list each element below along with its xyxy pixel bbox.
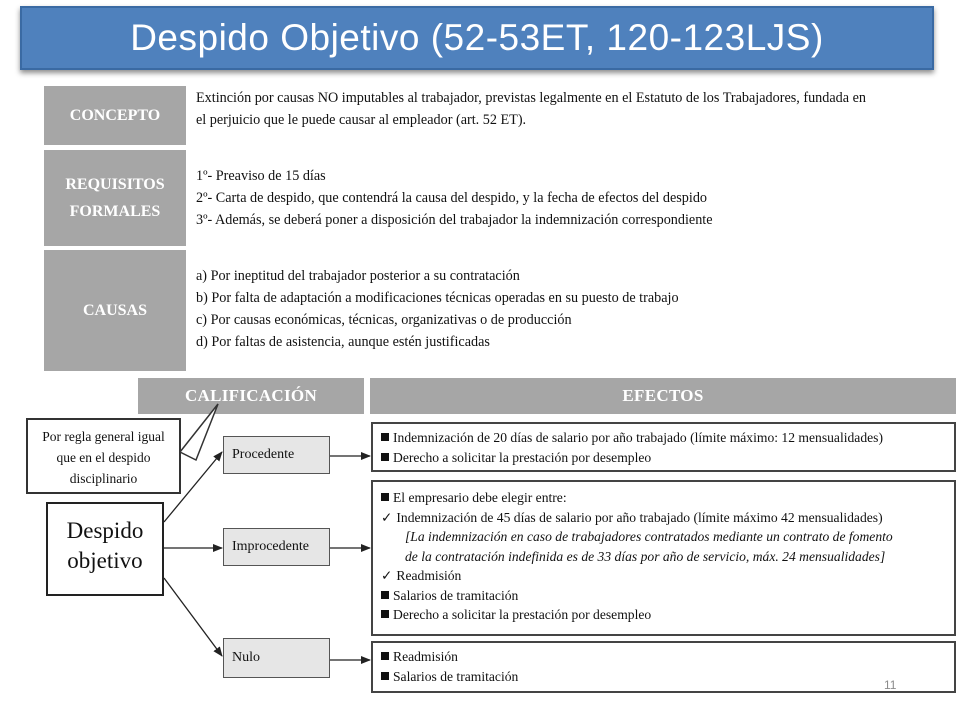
requisitos-line: 2º- Carta de despido, que contendrá la causa del despido, y la fecha de efectos del despido [196, 190, 708, 206]
requisitos-label-line: REQUISITOS [65, 176, 165, 193]
callout-pointer [180, 404, 218, 460]
effect-note: [La indemnización en caso de trabajadores contratados mediante un contrato de fomento [405, 529, 893, 544]
causas-line: a) Por ineptitud del trabajador posterior a su contratación [196, 268, 520, 284]
page-title: Despido Objetivo (52-53ET, 120-123LJS) [130, 17, 824, 58]
causas-line: b) Por falta de adaptación a modificaciones técnicas operadas en su puesto de trabajo [196, 290, 679, 306]
nulo-box [223, 638, 330, 678]
callout-line: disciplinario [69, 471, 138, 486]
concepto-line: el perjuicio que le puede causar al empleador (art. 52 ET). [196, 112, 527, 128]
procedente-effects-box [371, 422, 956, 472]
causas-line: d) Por faltas de asistencia, aunque estén justificadas [196, 334, 490, 350]
bullet-square-icon [381, 610, 389, 618]
effect-option: ✓ Readmisión [381, 566, 946, 586]
concepto-label: CONCEPTO [69, 107, 161, 124]
effect-item: Salarios de tramitación [381, 586, 946, 606]
causas-line: c) Por causas económicas, técnicas, organizativas o de producción [196, 312, 572, 328]
requisitos-line: 1º- Preaviso de 15 días [196, 168, 326, 184]
checkmark-icon: ✓ [381, 509, 393, 525]
bullet-square-icon [381, 433, 389, 441]
main-box-line: Despido [66, 518, 144, 543]
effect-item: Derecho a solicitar la prestación por desempleo [381, 605, 946, 625]
despido-objetivo-box [46, 502, 164, 596]
nulo-label: Nulo [232, 650, 260, 665]
requisitos-label-line: FORMALES [69, 203, 161, 220]
arrow-to-nulo [164, 578, 222, 656]
effect-item: Derecho a solicitar la prestación por desempleo [381, 448, 946, 468]
causas-label: CAUSAS [82, 302, 147, 319]
effect-item: Salarios de tramitación [381, 667, 946, 687]
effect-option: ✓ Indemnización de 45 días de salario por año trabajado (límite máximo 42 mensualidades) [381, 508, 946, 528]
callout-line: Por regla general igual [42, 429, 165, 444]
requisitos-line: 3º- Además, se deberá poner a disposición del trabajador la indemnización correspondiente [196, 212, 713, 228]
callout-note [26, 418, 181, 494]
efectos-header-text: EFECTOS [622, 386, 704, 405]
improcedente-effects-box [371, 480, 956, 636]
nulo-effects-box [371, 641, 956, 693]
bullet-square-icon [381, 493, 389, 501]
procedente-label: Procedente [232, 447, 295, 462]
effect-note: de la contratación indefinida es de 33 días por año de servicio, máx. 24 mensualidades] [405, 548, 886, 564]
bullet-square-icon [381, 652, 389, 660]
checkmark-icon: ✓ [381, 568, 393, 583]
page-number: 11 [884, 678, 897, 692]
bullet-square-icon [381, 453, 389, 461]
effect-item: Indemnización de 20 días de salario por año trabajado (límite máximo: 12 mensualidades) [381, 428, 946, 448]
improcedente-box [223, 528, 330, 566]
bullet-square-icon [381, 591, 389, 599]
concepto-line: Extinción por causas NO imputables al trabajador, previstas legalmente en el Estatuto de los Trabajadores, fundada en [196, 90, 866, 106]
callout-line: que en el despido [56, 450, 151, 465]
effect-item: Readmisión [381, 647, 946, 667]
main-box-line: objetivo [67, 548, 143, 573]
improcedente-label: Improcedente [232, 539, 309, 554]
effect-item: El empresario debe elegir entre: [381, 488, 946, 508]
procedente-box [223, 436, 330, 474]
calificacion-header-text: CALIFICACIÓN [184, 386, 318, 405]
bullet-square-icon [381, 672, 389, 680]
